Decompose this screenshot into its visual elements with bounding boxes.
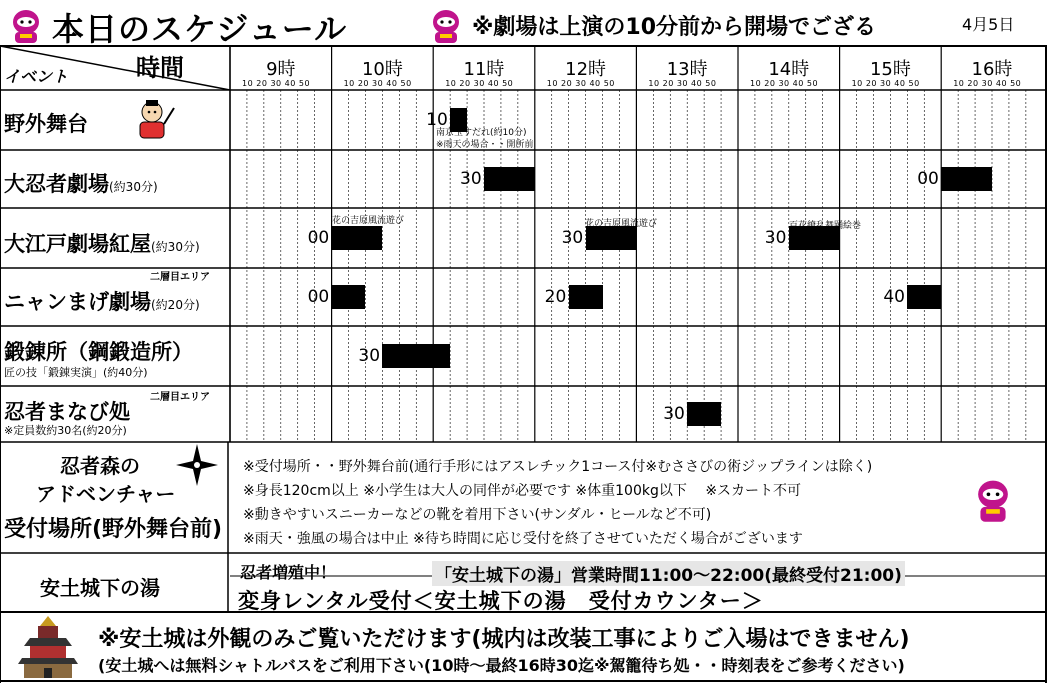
hour-label: 16時: [971, 59, 1013, 80]
castle-icon: [16, 614, 80, 680]
show-bar: [569, 285, 603, 309]
show-start-minute: 00: [917, 169, 939, 189]
venue-forge-sub: 匠の技「鍛錬実演」(約40分): [4, 366, 148, 379]
samurai-mascot-icon: [132, 98, 176, 142]
minute-ticks: 10 20 30 40 50: [343, 79, 412, 88]
adventure-line: ※受付場所・・野外舞台前(通行手形にはアスレチック1コース付※むささびの術ジップラインは除く): [243, 459, 873, 475]
show-bar: [941, 167, 992, 191]
ninja-mascot-icon: [970, 476, 1016, 524]
hour-label: 15時: [869, 59, 911, 80]
minute-ticks: 10 20 30 40 50: [445, 79, 514, 88]
outdoor-note-1: 南京玉すだれ(約10分): [436, 128, 527, 138]
show-start-minute: 30: [460, 169, 482, 189]
show-start-minute: 00: [307, 228, 330, 248]
show-bar: [687, 402, 721, 426]
hour-label: 11時: [463, 59, 505, 80]
onsen-hours: 「安土城下の湯」営業時間11:00～22:00(最終受付21:00): [432, 561, 905, 586]
show-start-minute: 30: [764, 228, 787, 248]
minute-ticks: 10 20 30 40 50: [750, 79, 819, 88]
event-axis-label: イベント: [4, 67, 69, 86]
show-start-minute: 40: [883, 287, 905, 307]
minute-ticks: 10 20 30 40 50: [546, 79, 615, 88]
shuriken-icon: [176, 444, 218, 486]
show-start-minute: 20: [544, 287, 567, 307]
show-bar: [586, 226, 637, 250]
hour-label: 9時: [266, 59, 296, 80]
castle-notice: ※安土城は外観のみご覧いただけます(城内は改装工事によりご入場はできません): [98, 627, 910, 652]
show-bar: [484, 167, 535, 191]
page-title: 本日のスケジュール: [52, 10, 348, 48]
onsen-rental: 変身レンタル受付＜安土城下の湯 受付カウンター＞: [238, 589, 764, 613]
venue-forge: 鍛錬所（鋼鍛造所）: [4, 340, 193, 364]
adventure-title: 忍者森の: [60, 454, 140, 478]
outdoor-note-2: ※雨天の場合・・開所前: [436, 140, 534, 150]
oedo-note-3: 百花繚乱舞踊絵巻: [789, 221, 862, 231]
venue-oedo-theater-beniya: 大江戸劇場紅屋(約30分): [4, 232, 200, 256]
onsen-ninja-text: 忍者増殖中！: [240, 563, 337, 582]
adventure-line: ※雨天・強風の場合は中止 ※待ち時間に応じ受付を終了させていただく場合がございます: [243, 531, 803, 547]
floor-tag: 二層目エリア: [150, 272, 210, 283]
show-bar: [332, 285, 366, 309]
shuttle-notice: (安土城へは無料シャトルバスをご利用下さい(10時～最終16時30迄※駕籠待ち処・・時刻表をご参考ください): [98, 656, 905, 675]
show-bar: [382, 344, 450, 368]
floor-tag: 二層目エリア: [150, 392, 210, 403]
show-bar: [332, 226, 383, 250]
show-start-minute: 10: [426, 110, 448, 130]
minute-ticks: 10 20 30 40 50: [242, 79, 311, 88]
show-start-minute: 30: [358, 346, 381, 366]
adventure-line: ※動きやすいスニーカーなどの靴を着用下さい(サンダル・ヒールなど不可): [243, 507, 712, 523]
time-axis-label: 時間: [136, 54, 184, 82]
opening-notice: ※劇場は上演の10分前から開場でござる: [472, 15, 877, 40]
hour-label: 10時: [361, 59, 403, 80]
hour-label: 12時: [565, 59, 607, 80]
venue-outdoor-stage: 野外舞台: [4, 112, 88, 136]
minute-ticks: 10 20 30 40 50: [648, 79, 717, 88]
show-start-minute: 30: [663, 404, 685, 424]
show-start-minute: 00: [307, 287, 330, 307]
adventure-title-2: アドベンチャー: [36, 482, 176, 506]
venue-ninja-school: 忍者まなび処: [4, 400, 130, 424]
show-start-minute: 30: [561, 228, 584, 248]
oedo-note-2: 花の吉原風流遊び: [585, 219, 658, 229]
hour-label: 13時: [666, 59, 708, 80]
onsen-name: 安土城下の湯: [40, 576, 160, 600]
hour-label: 14時: [768, 59, 810, 80]
venue-grand-ninja-theater: 大忍者劇場(約30分): [4, 172, 158, 196]
venue-ninja-school-sub: ※定員数約30名(約20分): [4, 424, 127, 437]
show-bar: [907, 285, 941, 309]
adventure-line: ※身長120cm以上 ※小学生は大人の同伴が必要です ※体重100kg以下 ※スカート不可: [243, 483, 802, 499]
venue-nyanmage-theater: ニャンまげ劇場(約20分): [4, 290, 200, 314]
schedule-date: 4月5日: [962, 15, 1015, 34]
minute-ticks: 10 20 30 40 50: [851, 79, 920, 88]
oedo-note-1: 花の吉原風流遊び: [332, 216, 405, 226]
minute-ticks: 10 20 30 40 50: [953, 79, 1022, 88]
adventure-reception: 受付場所(野外舞台前): [4, 517, 223, 542]
